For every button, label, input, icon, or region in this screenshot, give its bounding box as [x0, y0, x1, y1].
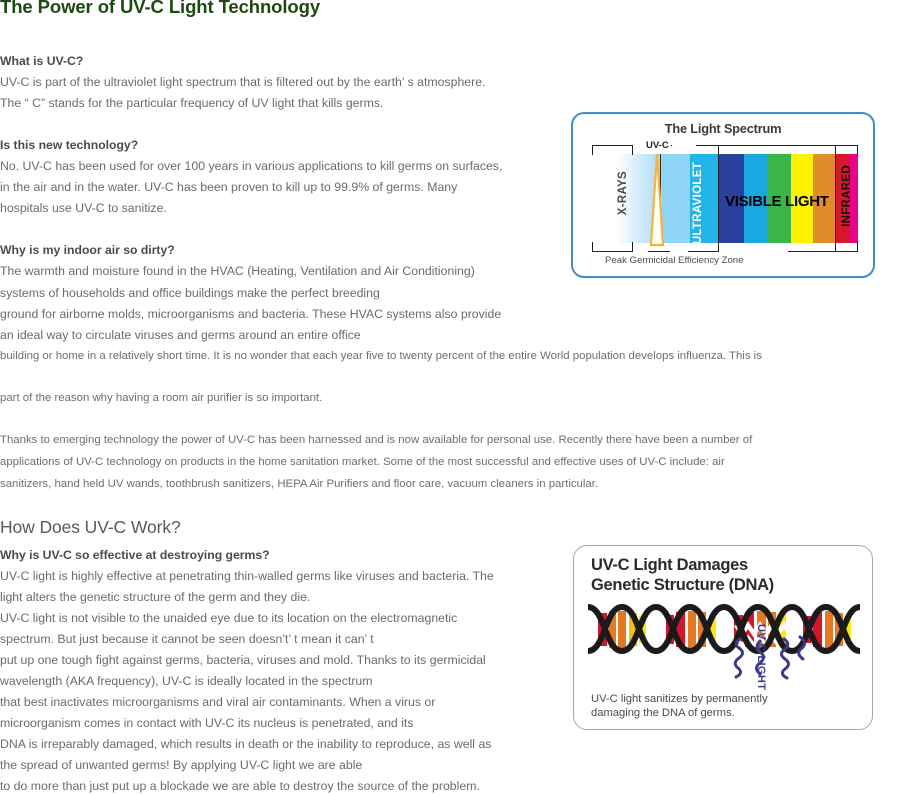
- body-line: wavelength (AKA frequency), UV-C is ideally located in the spectrum: [0, 674, 373, 688]
- section-title-how-does-uvc-work: How Does UV-C Work?: [0, 517, 181, 537]
- rail-tick: [857, 145, 858, 155]
- body-line: The warmth and moisture found in the HVAC (Heating, Ventilation and Air Conditioning): [0, 264, 475, 278]
- rail-segment: [696, 145, 718, 146]
- label-visible-light: VISIBLE LIGHT: [725, 193, 829, 210]
- uvc-marker-label: UV-C: [646, 140, 669, 151]
- peak-germicidal-caption: Peak Germicidal Efficiency Zone: [605, 255, 744, 266]
- dna-helix-icon: [588, 599, 860, 689]
- band-separator: [835, 154, 836, 243]
- body-line: Thanks to emerging technology the power of UV-C has been harnessed and is now available for personal use. Recently there have been a number of: [0, 434, 753, 446]
- rail-segment: [835, 251, 858, 252]
- heading-what-is-uvc: What is UV-C?: [0, 54, 84, 68]
- band-separator: [718, 154, 719, 243]
- body-line: UV-C light is not visible to the unaided eye due to its location on the electromagnetic: [0, 611, 458, 625]
- dna-figure-title-line2: Genetic Structure (DNA): [591, 576, 774, 594]
- rail-tick: [592, 242, 593, 252]
- rail-segment: [835, 145, 858, 146]
- body-line: spectrum. But just because it cannot be seen doesn’t’ t mean it can’ t: [0, 632, 374, 646]
- body-line: DNA is irreparably damaged, which results in death or the inability to reproduce, as well as: [0, 737, 492, 751]
- rail-segment: [688, 251, 718, 252]
- body-line: No. UV-C has been used for over 100 years in various applications to kill germs on surfaces,: [0, 159, 503, 173]
- light-spectrum-figure: [571, 112, 875, 278]
- heading-why-uvc-effective: Why is UV-C so effective at destroying germs?: [0, 548, 270, 562]
- rail-tick: [632, 242, 633, 252]
- label-x-rays: X-RAYS: [617, 171, 629, 216]
- body-line: to do more than just put up a blockade we are able to destroy the source of the problem.: [0, 779, 480, 793]
- dna-figure-caption-line1: UV-C light sanitizes by permanently: [591, 693, 768, 705]
- spectrum-top-rail: [592, 145, 858, 155]
- rail-tick: [592, 145, 593, 155]
- dna-figure-caption-line2: damaging the DNA of germs.: [591, 707, 735, 719]
- body-line: the spread of unwanted germs! By applying UV-C light we are able: [0, 758, 363, 772]
- body-line: microorganism comes in contact with UV-C its nucleus is penetrated, and its: [0, 716, 414, 730]
- label-ultraviolet: ULTRAVIOLET: [692, 162, 704, 245]
- uvc-light-beam-label: UV-C LIGHT: [755, 624, 767, 691]
- heading-is-this-new-technology: Is this new technology?: [0, 138, 139, 152]
- label-infrared: INFRARED: [841, 165, 853, 227]
- dna-figure-title-line1: UV-C Light Damages: [591, 556, 748, 574]
- rail-tick: [857, 242, 858, 252]
- rail-segment: [592, 145, 632, 146]
- rail-tick: [835, 242, 836, 252]
- body-line: sanitizers, hand held UV wands, toothbrush sanitizers, HEPA Air Purifiers and floor care, vacuum cleaners in particular.: [0, 478, 599, 490]
- body-line: put up one tough fight against germs, bacteria, viruses and mold. Thanks to its germicidal: [0, 653, 486, 667]
- body-line: applications of UV-C technology on products in the home sanitation market. Some of the most successful and effective uses of UV-C include: air: [0, 456, 725, 468]
- body-line: systems of households and office buildings make the perfect breeding: [0, 286, 380, 300]
- rail-segment: [788, 251, 835, 252]
- rail-tick: [718, 145, 719, 155]
- body-line: in the air and in the water. UV-C has been proven to kill up to 99.9% of germs. Many: [0, 180, 458, 194]
- body-line: building or home in a relatively short time. It is no wonder that each year five to twenty percent of the entire World population develops influenza. This is: [0, 350, 762, 362]
- rail-tick: [835, 145, 836, 155]
- body-line: an ideal way to circulate viruses and germs around an entire office: [0, 328, 361, 342]
- spectrum-diagram: [592, 140, 858, 252]
- rail-segment: [718, 145, 835, 146]
- spectrum-figure-title: The Light Spectrum: [664, 121, 782, 136]
- body-line: ground for airborne molds, microorganisms and bacteria. These HVAC systems also provide: [0, 307, 502, 321]
- body-line: The “ C” stands for the particular frequency of UV light that kills germs.: [0, 96, 384, 110]
- body-line: part of the reason why having a room air purifier is so important.: [0, 392, 323, 404]
- dna-damage-figure: [573, 545, 873, 730]
- body-line: UV-C light is highly effective at penetrating thin-walled germs like viruses and bacteria. The: [0, 569, 494, 583]
- uvc-peak-spike-icon: [646, 154, 668, 254]
- heading-why-indoor-air-dirty: Why is my indoor air so dirty?: [0, 243, 175, 257]
- body-line: that best inactivates microorganisms and viral air contaminants. When a virus or: [0, 695, 436, 709]
- body-line: hospitals use UV-C to sanitize.: [0, 201, 167, 215]
- page-title: The Power of UV-C Light Technology: [0, 0, 321, 17]
- rail-tick: [632, 145, 633, 155]
- body-line: UV-C is part of the ultraviolet light spectrum that is filtered out by the earth’ s atmosphere.: [0, 75, 486, 89]
- spectrum-bottom-rail: [592, 242, 858, 252]
- rail-tick: [718, 242, 719, 252]
- body-line: light alters the genetic structure of the germ and they die.: [0, 590, 311, 604]
- rail-segment: [592, 251, 632, 252]
